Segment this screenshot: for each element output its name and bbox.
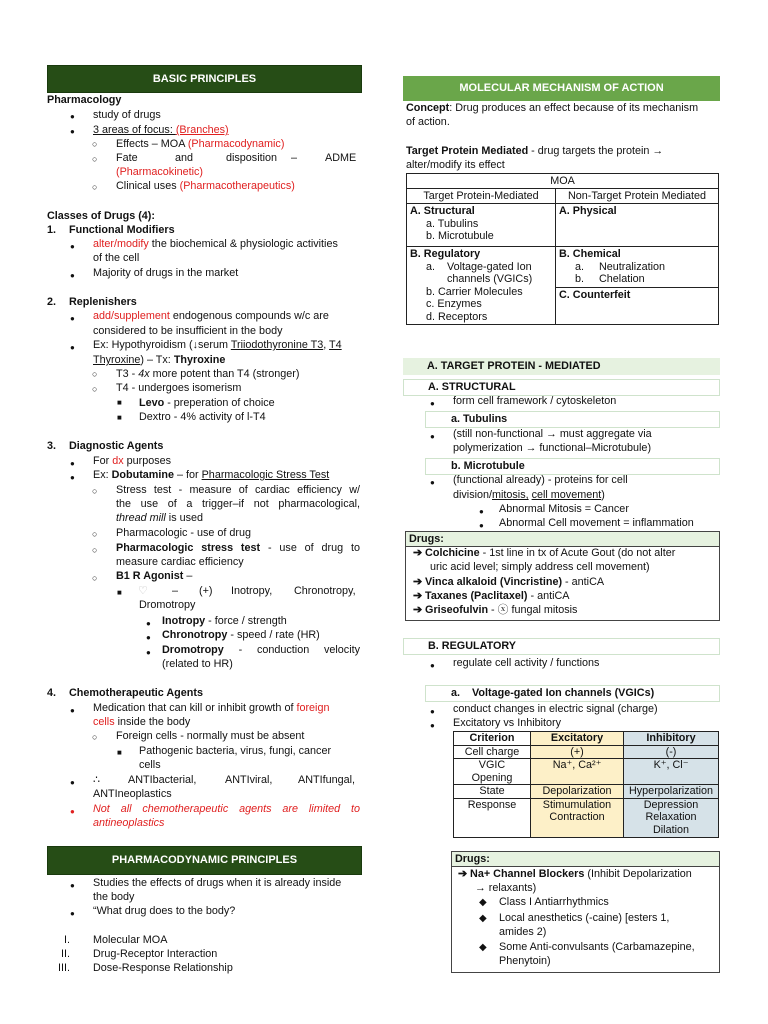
vgic-b2: Excitatory vs Inhibitory xyxy=(453,717,562,729)
bullet: ● xyxy=(70,112,75,121)
patho-text-2: cells xyxy=(139,759,161,771)
moa-item: b. Microtubule xyxy=(426,230,494,242)
cell-charge-in: (-) xyxy=(624,745,719,759)
c1-b1-cont: of the cell xyxy=(93,252,140,264)
diamond-bullet: ◆ xyxy=(479,942,487,953)
moa-item: b. Carrier Molecules xyxy=(426,285,523,298)
concept-text-2: of action. xyxy=(406,116,450,128)
moa-item: c. Enzymes xyxy=(426,298,482,310)
stress-text-3: thread mill is used xyxy=(116,512,204,524)
circle-bullet: ○ xyxy=(92,369,98,379)
c3-b2: Ex: Dobutamine – for Pharmacologic Stress Test xyxy=(93,469,330,481)
response: Response xyxy=(454,798,531,837)
c3-b1: For dx purposes xyxy=(93,455,172,467)
dromotropy-text: Dromotropy - conduction velocity xyxy=(162,644,360,656)
pharmacodynamic-banner: PHARMACODYNAMIC PRINCIPLES xyxy=(47,846,362,875)
th-excitatory: Excitatory xyxy=(531,732,624,746)
bullet: ● xyxy=(146,619,151,628)
na-blockers-cont: → relaxants) xyxy=(475,882,537,894)
pst-text-2: measure cardiac efficiency xyxy=(116,556,244,568)
moa-physical: A. Physical xyxy=(556,204,719,247)
state: State xyxy=(454,785,531,799)
moa-counterfeit: C. Counterfeit xyxy=(556,287,719,325)
patho-text: Pathogenic bacteria, virus, fungi, cancer xyxy=(139,745,332,757)
areas-text: 3 areas of focus: (Branches) xyxy=(93,124,229,136)
circle-bullet: ○ xyxy=(92,384,98,394)
class-replenishers: Replenishers xyxy=(69,296,137,308)
classes-heading: Classes of Drugs (4): xyxy=(47,210,155,222)
bullet: ● xyxy=(430,432,435,441)
drug-colchicine: ➔ Colchicine - 1st line in tx of Acute Gout (do not alter xyxy=(413,547,676,559)
clinical-text: Clinical uses (Pharmacotherapeutics) xyxy=(116,180,295,192)
study-text: study of drugs xyxy=(93,109,161,121)
c2-b2: Ex: Hypothyroidism (↓serum Triiodothyronine T3, T4 xyxy=(93,339,342,351)
class-diagnostic-agents: Diagnostic Agents xyxy=(69,440,164,452)
bullet: ● xyxy=(70,778,75,787)
levo-text: Levo - preperation of choice xyxy=(139,397,275,409)
class-number: 4. xyxy=(47,687,57,699)
roman-num: III. xyxy=(58,962,70,974)
tpm-text: Target Protein Mediated - drug targets the protein → xyxy=(406,145,664,157)
bullet: ● xyxy=(70,343,75,352)
bullet: ● xyxy=(430,661,435,670)
moa-item: d. Receptors xyxy=(426,310,488,323)
inotropy-text: Inotropy - force / strength xyxy=(162,615,287,627)
abn-mitosis: Abnormal Mitosis = Cancer xyxy=(499,503,629,515)
pd-b2: “What drug does to the body? xyxy=(93,905,236,917)
moa-chemical: B. Chemical xyxy=(559,248,621,260)
roman-num: II. xyxy=(61,948,70,960)
moa-item: a. Voltage-gated Ion xyxy=(426,260,532,273)
foreign-text: Foreign cells - normally must be absent xyxy=(116,730,305,742)
vgic-opening: VGIC Opening xyxy=(454,759,531,785)
response-ex: Stimumulation Contraction xyxy=(531,798,624,837)
roman-num: I. xyxy=(64,934,70,946)
moa-chemical-cell xyxy=(556,247,719,288)
bullet: ● xyxy=(70,127,75,136)
abn-movement: Abnormal Cell movement = inflammation xyxy=(499,517,694,529)
bullet: ● xyxy=(430,478,435,487)
bullet: ● xyxy=(70,909,75,918)
bullet: ● xyxy=(430,707,435,716)
circle-bullet: ○ xyxy=(92,154,98,164)
c2-b1: add/supplement endogenous compounds w/c are xyxy=(93,310,329,322)
pst-text: Pharmacologic stress test - use of drug to xyxy=(116,542,360,554)
d2-anticonvulsants-cont: Phenytoin) xyxy=(499,955,551,967)
fate-branch: (Pharmacokinetic) xyxy=(116,166,204,178)
basic-principles-banner: BASIC PRINCIPLES xyxy=(47,65,362,93)
drug-taxanes: ➔ Taxanes (Paclitaxel) - antiCA xyxy=(413,590,570,602)
state-ex: Depolarization xyxy=(531,785,624,799)
d2-anticonvulsants: Some Anti-convulsants (Carbamazepine, xyxy=(499,941,695,953)
moa-col-nontarget: Non-Target Protein Mediated xyxy=(556,189,719,204)
bullet: ● xyxy=(70,807,75,816)
bullet: ● xyxy=(70,242,75,251)
d2-local-anesthetics-cont: amides 2) xyxy=(499,926,547,938)
circle-bullet: ○ xyxy=(92,182,98,192)
c4-b1-cont: cells inside the body xyxy=(93,716,191,728)
bullet: ● xyxy=(146,633,151,642)
bullet: ● xyxy=(430,399,435,408)
bullet: ● xyxy=(70,881,75,890)
square-bullet: ■ xyxy=(117,413,122,422)
pharm-use: Pharmacologic - use of drug xyxy=(116,527,252,539)
circle-bullet: ○ xyxy=(92,732,98,742)
not-all-text: Not all chemotherapeutic agents are limited to xyxy=(93,803,360,815)
moa-item: a. Neutralization xyxy=(575,260,666,273)
vgic-opening-ex: Na⁺, Ca²⁺ xyxy=(531,759,624,785)
moa-structural: A. Structural xyxy=(410,205,475,217)
stress-text-2: the use of a trigger–if not pharmacological, xyxy=(116,498,360,510)
cell-charge-ex: (+) xyxy=(531,745,624,759)
square-bullet: ■ xyxy=(117,748,122,757)
anti-line-2: ANTIneoplastics xyxy=(93,788,172,800)
moa-col-target: Target Protein-Mediated xyxy=(407,189,556,204)
bullet: ● xyxy=(430,721,435,730)
moa-item: channels (VGICs) xyxy=(426,273,533,285)
circle-bullet: ○ xyxy=(92,139,98,149)
struct-b1: form cell framework / cytoskeleton xyxy=(453,395,617,407)
concept-text: Concept: Drug produces an effect because of its mechanism xyxy=(406,102,699,114)
bullet: ● xyxy=(70,459,75,468)
bullet: ● xyxy=(70,706,75,715)
square-bullet: ■ xyxy=(117,398,122,407)
circle-bullet: ○ xyxy=(92,545,98,555)
heart-icon: ♡ xyxy=(138,585,148,597)
response-in: Depression Relaxation Dilation xyxy=(624,798,719,837)
bullet: ● xyxy=(70,473,75,482)
t3-text: T3 - 4x more potent than T4 (stronger) xyxy=(116,368,300,380)
c1-b1: alter/modify the biochemical & physiologic activities xyxy=(93,238,338,250)
bullet: ● xyxy=(479,507,484,516)
circle-bullet: ○ xyxy=(92,486,98,496)
excitatory-inhibitory-table xyxy=(453,731,719,838)
pd-b1: Studies the effects of drugs when it is already inside xyxy=(93,877,342,889)
mic-b1: (functional already) - proteins for cell xyxy=(453,474,628,486)
target-protein-heading: A. TARGET PROTEIN - MEDIATED xyxy=(403,358,720,375)
effects-text: Effects – MOA (Pharmacodynamic) xyxy=(116,138,285,150)
cell-charge: Cell charge xyxy=(454,745,531,759)
class-functional-modifiers: Functional Modifiers xyxy=(69,224,175,236)
c2-b1-cont: considered to be insufficient in the body xyxy=(93,325,283,337)
state-in: Hyperpolarization xyxy=(624,785,719,799)
roman-item-dose-response: Dose-Response Relationship xyxy=(93,962,233,974)
vgic-b1: conduct changes in electric signal (charge) xyxy=(453,703,658,715)
th-criterion: Criterion xyxy=(454,732,531,746)
moa-regulatory-cell xyxy=(407,247,556,325)
na-blockers: ➔ Na+ Channel Blockers (Inhibit Depolarization xyxy=(458,868,692,880)
drugs-heading: Drugs: xyxy=(406,532,719,547)
bullet: ● xyxy=(70,271,75,280)
dextro-text: Dextro - 4% activity of l-T4 xyxy=(139,411,266,423)
roman-item-drug-receptor: Drug-Receptor Interaction xyxy=(93,948,218,960)
drug-vinca: ➔ Vinca alkaloid (Vincristine) - antiCA xyxy=(413,576,605,588)
th-inhibitory: Inhibitory xyxy=(624,732,719,746)
b1r-agonist: B1 R Agonist – xyxy=(116,570,193,582)
c2-b2-cont: Thyroxine) – Tx: Thyroxine xyxy=(93,354,226,366)
t4-text: T4 - undergoes isomerism xyxy=(116,382,242,394)
c1-b2: Majority of drugs in the market xyxy=(93,267,239,279)
tub-b1: (still non-functional → must aggregate via xyxy=(453,428,652,440)
pd-b1-cont: the body xyxy=(93,891,135,903)
moa-table xyxy=(406,173,719,325)
moa-title: MOA xyxy=(407,174,719,189)
c4-b1: Medication that can kill or inhibit growth of foreign xyxy=(93,702,330,714)
chronotropy-text: Chronotropy - speed / rate (HR) xyxy=(162,629,320,641)
class-number: 2. xyxy=(47,296,57,308)
d2-class1: Class I Antiarrhythmics xyxy=(499,896,609,908)
square-bullet: ■ xyxy=(117,588,122,597)
bullet: ● xyxy=(146,648,151,657)
class-chemotherapeutic-agents: Chemotherapeutic Agents xyxy=(69,687,203,699)
structural-heading: A. STRUCTURAL xyxy=(403,379,720,396)
diamond-bullet: ◆ xyxy=(479,897,487,908)
moa-item: b. Chelation xyxy=(575,273,645,285)
roman-item-molecular-moa: Molecular MOA xyxy=(93,934,168,946)
not-all-text-2: antineoplastics xyxy=(93,817,165,829)
microtubule-heading: b. Microtubule xyxy=(425,458,720,475)
tubulins-heading: a. Tubulins xyxy=(425,411,720,428)
d2-local-anesthetics: Local anesthetics (-caine) [esters 1, xyxy=(499,912,670,924)
vgic-heading: a. Voltage-gated Ion channels (VGICs) xyxy=(425,685,720,702)
bullet: ● xyxy=(479,521,484,530)
circle-bullet: ○ xyxy=(92,529,98,539)
class-number: 1. xyxy=(47,224,57,236)
molecular-moa-banner: MOLECULAR MECHANISM OF ACTION xyxy=(403,76,720,101)
class-number: 3. xyxy=(47,440,57,452)
moa-regulatory: B. Regulatory xyxy=(410,248,481,260)
tub-b1-cont: polymerization → functional–Microtubule) xyxy=(453,442,652,454)
reg-b1: regulate cell activity / functions xyxy=(453,657,600,669)
stress-text: Stress test - measure of cardiac efficiency w/ xyxy=(116,484,360,496)
pharmacology-heading: Pharmacology xyxy=(47,94,122,106)
bullet: ● xyxy=(70,314,75,323)
regulatory-heading: B. REGULATORY xyxy=(403,638,720,655)
mic-b1-cont: division/mitosis, cell movement) xyxy=(453,489,605,501)
drugs-heading: Drugs: xyxy=(452,852,719,867)
tpm-text-2: alter/modify its effect xyxy=(406,159,505,171)
moa-item: a. Tubulins xyxy=(426,217,479,230)
drug-colchicine-cont: uric acid level; simply address cell movement) xyxy=(430,561,650,573)
dromotropy-text-2: (related to HR) xyxy=(162,658,233,670)
drug-griseofulvin: ➔ Griseofulvin - ⓧ fungal mitosis xyxy=(413,604,578,616)
vgic-opening-in: K⁺, Cl⁻ xyxy=(624,759,719,785)
moa-structural-cell xyxy=(407,204,556,247)
diamond-bullet: ◆ xyxy=(479,913,487,924)
heart-effects-2: Dromotropy xyxy=(139,599,196,611)
circle-bullet: ○ xyxy=(92,573,98,583)
